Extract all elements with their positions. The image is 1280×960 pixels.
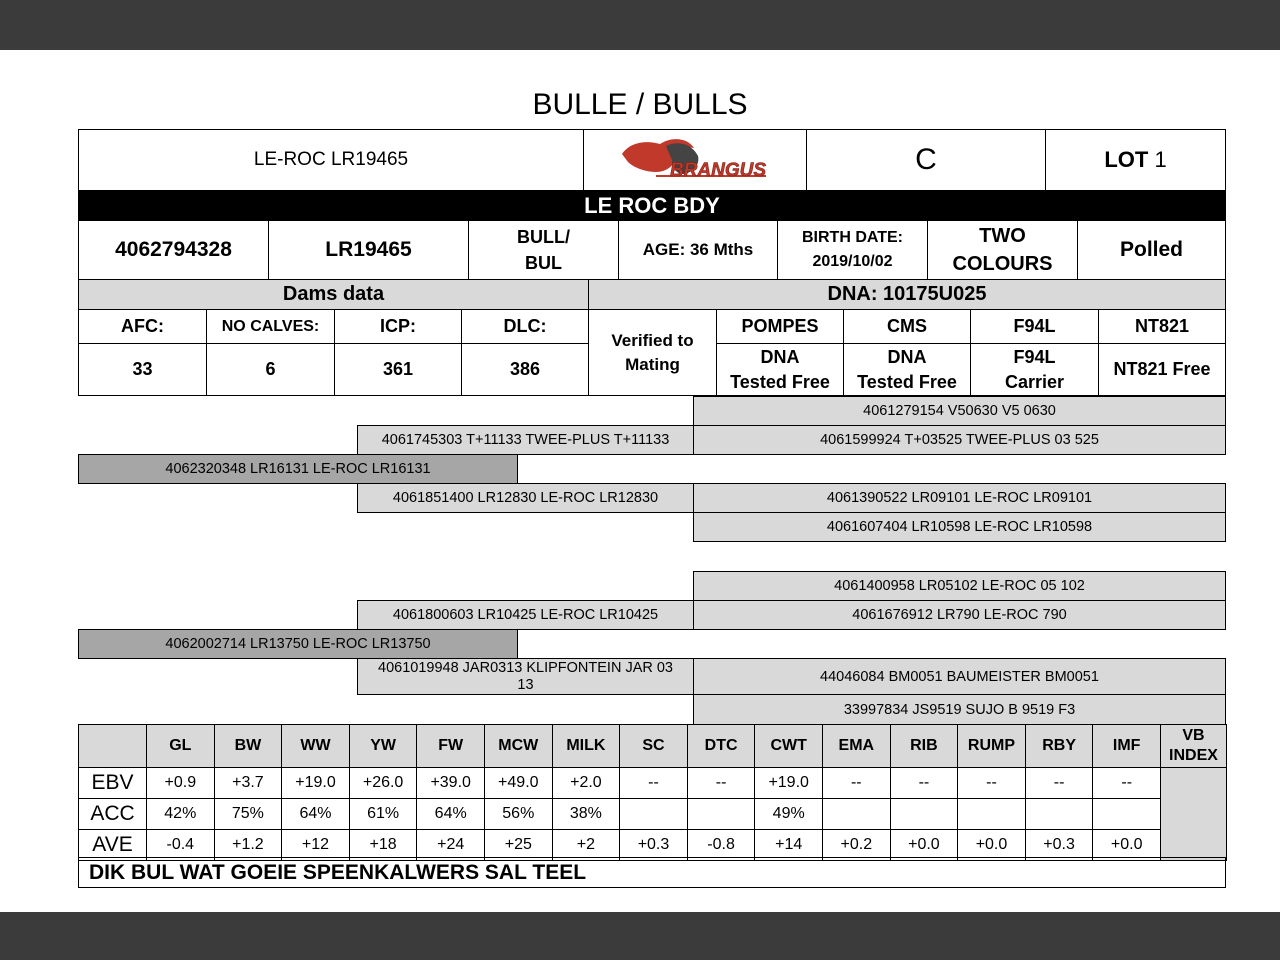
- ebv-cell: +2: [552, 829, 621, 861]
- ebv-cell: +0.9: [146, 767, 215, 799]
- pedigree-dds: 44046084 BM0051 BAUMEISTER BM0051: [693, 658, 1226, 695]
- ebv-cell: [1025, 798, 1094, 830]
- dna-result-line-1: F94L: [1013, 346, 1056, 367]
- dams-value-icp: 361: [334, 343, 462, 396]
- ebv-cell: 42%: [146, 798, 215, 830]
- pedigree-dd-line-1: 4061019948 JAR0313 KLIPFONTEIN JAR 03: [378, 659, 673, 676]
- pedigree-dd-line-2: 13: [517, 676, 534, 693]
- pedigree-sire: 4062320348 LR16131 LE-ROC LR16131: [78, 454, 518, 484]
- ebv-cell: 61%: [349, 798, 418, 830]
- ebv-index-value: [1160, 767, 1227, 861]
- pedigree-dsd: 4061676912 LR790 LE-ROC 790: [693, 600, 1226, 630]
- ebv-column-header: MCW: [484, 724, 553, 768]
- ebv-cell: --: [1092, 767, 1161, 799]
- ebv-cell: 64%: [416, 798, 485, 830]
- ebv-cell: +14: [754, 829, 823, 861]
- ebv-cell: +0.0: [1092, 829, 1161, 861]
- ebv-column-header: DTC: [687, 724, 756, 768]
- ebv-cell: +18: [349, 829, 418, 861]
- ebv-column-header: BW: [214, 724, 283, 768]
- ebv-cell: +24: [416, 829, 485, 861]
- verified-line-1: Verified to: [611, 330, 694, 350]
- ebv-column-header: RIB: [890, 724, 959, 768]
- dna-title: DNA: 10175U025: [588, 279, 1226, 310]
- lot-cell: [1045, 129, 1226, 191]
- dna-result-cms: [843, 343, 971, 396]
- ebv-cell: 38%: [552, 798, 621, 830]
- ebv-cell: +26.0: [349, 767, 418, 799]
- dna-result-line-1: DNA: [887, 346, 927, 367]
- pedigree-sss: 4061279154 V50630 V5 0630: [693, 396, 1226, 426]
- ebv-cell: --: [957, 767, 1026, 799]
- ebv-column-header: MILK: [552, 724, 621, 768]
- ebv-cell: [687, 798, 756, 830]
- colour-line-2: COLOURS: [952, 253, 1053, 275]
- animal-id: 4062794328: [78, 220, 269, 280]
- dna-result-nt821: NT821 Free: [1098, 343, 1226, 396]
- dams-value-dlc: 386: [461, 343, 589, 396]
- ebv-row-label: EBV: [78, 767, 147, 799]
- ebv-cell: +12: [281, 829, 350, 861]
- animal-age: AGE: 36 Mths: [618, 220, 778, 280]
- pedigree-dd: [357, 658, 694, 695]
- birth-date-label: BIRTH DATE:: [801, 229, 904, 246]
- logo-wordmark: BRANGUS: [669, 160, 766, 181]
- ebv-row-label: ACC: [78, 798, 147, 830]
- ebv-cell: [890, 798, 959, 830]
- horn-status: Polled: [1077, 220, 1226, 280]
- ebv-column-header: RUMP: [957, 724, 1026, 768]
- ebv-header-corner: [78, 724, 147, 768]
- dna-result-f94l: [970, 343, 1099, 396]
- comment: DIK BUL WAT GOEIE SPEENKALWERS SAL TEEL: [78, 857, 1226, 888]
- colour-line-1: TWO: [979, 225, 1026, 247]
- ebv-cell: +19.0: [281, 767, 350, 799]
- animal-banner: LE ROC BDY: [78, 190, 1226, 221]
- pedigree-ddd: 33997834 JS9519 SUJO B 9519 F3: [693, 694, 1226, 725]
- ebv-column-header: FW: [416, 724, 485, 768]
- dna-test-name-cms: CMS: [843, 309, 971, 344]
- ebv-cell: +0.3: [1025, 829, 1094, 861]
- dna-test-name-nt821: NT821: [1098, 309, 1226, 344]
- birth-date-value: 2019/10/02: [812, 253, 893, 270]
- ebv-cell: --: [890, 767, 959, 799]
- ebv-column-header: WW: [281, 724, 350, 768]
- index-line-2: INDEX: [1169, 747, 1218, 764]
- dna-test-name-f94l: F94L: [970, 309, 1099, 344]
- dams-header-calves: NO CALVES:: [206, 309, 335, 344]
- dams-header-dlc: DLC:: [461, 309, 589, 344]
- ebv-cell: 49%: [754, 798, 823, 830]
- index-line-1: VB: [1182, 727, 1205, 744]
- lot-label: LOT: [1104, 147, 1149, 172]
- ebv-cell: 75%: [214, 798, 283, 830]
- page-title: BULLE / BULLS: [532, 88, 748, 121]
- ebv-cell: --: [619, 767, 688, 799]
- pedigree-sd: 4061851400 LR12830 LE-ROC LR12830: [357, 483, 694, 513]
- ebv-cell: [957, 798, 1026, 830]
- ebv-cell: +49.0: [484, 767, 553, 799]
- dna-result-line-1: DNA: [760, 346, 800, 367]
- dams-title: Dams data: [78, 279, 589, 310]
- ebv-cell: +1.2: [214, 829, 283, 861]
- dams-value-calves: 6: [206, 343, 335, 396]
- dams-header-afc: AFC:: [78, 309, 207, 344]
- pedigree-sdd: 4061607404 LR10598 LE-ROC LR10598: [693, 512, 1226, 542]
- ebv-cell: +0.0: [890, 829, 959, 861]
- dna-result-line-2: Tested Free: [730, 371, 830, 392]
- ebv-column-header: EMA: [822, 724, 891, 768]
- brangus-logo-icon: [616, 132, 768, 186]
- bottom-bar: [0, 912, 1280, 960]
- animal-reg: LR19465: [268, 220, 469, 280]
- dna-verified: [588, 309, 717, 396]
- ebv-cell: 56%: [484, 798, 553, 830]
- ebv-column-header: CWT: [754, 724, 823, 768]
- dna-result-pompes: [716, 343, 844, 396]
- pedigree-dam: 4062002714 LR13750 LE-ROC LR13750: [78, 629, 518, 659]
- animal-name: LE-ROC LR19465: [78, 129, 584, 191]
- verified-line-2: Mating: [625, 354, 680, 374]
- ebv-cell: 64%: [281, 798, 350, 830]
- ebv-column-header: YW: [349, 724, 418, 768]
- ebv-row-label: AVE: [78, 829, 147, 861]
- grade: C: [806, 129, 1046, 191]
- ebv-cell: --: [822, 767, 891, 799]
- pedigree-dss: 4061400958 LR05102 LE-ROC 05 102: [693, 571, 1226, 601]
- sex-line-2: BUL: [525, 253, 562, 273]
- pedigree-ss: 4061745303 T+11133 TWEE-PLUS T+11133: [357, 425, 694, 455]
- ebv-cell: [1092, 798, 1161, 830]
- ebv-cell: --: [687, 767, 756, 799]
- ebv-column-header: IMF: [1092, 724, 1161, 768]
- ebv-cell: +0.3: [619, 829, 688, 861]
- top-bar: [0, 0, 1280, 50]
- dna-test-name-pompes: POMPES: [716, 309, 844, 344]
- ebv-cell: +19.0: [754, 767, 823, 799]
- ebv-cell: +39.0: [416, 767, 485, 799]
- ebv-column-header: SC: [619, 724, 688, 768]
- animal-colour: [927, 220, 1078, 280]
- ebv-cell: +2.0: [552, 767, 621, 799]
- ebv-cell: +0.2: [822, 829, 891, 861]
- ebv-cell: --: [1025, 767, 1094, 799]
- ebv-cell: +0.0: [957, 829, 1026, 861]
- ebv-cell: [619, 798, 688, 830]
- ebv-index-header: [1160, 724, 1227, 768]
- pedigree-sds: 4061390522 LR09101 LE-ROC LR09101: [693, 483, 1226, 513]
- lot-number: 1: [1154, 147, 1167, 172]
- ebv-cell: -0.8: [687, 829, 756, 861]
- dams-value-afc: 33: [78, 343, 207, 396]
- ebv-cell: -0.4: [146, 829, 215, 861]
- pedigree-ssd: 4061599924 T+03525 TWEE-PLUS 03 525: [693, 425, 1226, 455]
- birth-date-cell: [777, 220, 928, 280]
- dna-result-line-2: Carrier: [1004, 371, 1065, 392]
- dams-header-icp: ICP:: [334, 309, 462, 344]
- dna-result-line-2: Tested Free: [857, 371, 957, 392]
- ebv-cell: [822, 798, 891, 830]
- ebv-column-header: RBY: [1025, 724, 1094, 768]
- sex-line-1: BULL/: [517, 227, 570, 247]
- ebv-cell: +25: [484, 829, 553, 861]
- ebv-cell: +3.7: [214, 767, 283, 799]
- ebv-column-header: GL: [146, 724, 215, 768]
- pedigree-ds: 4061800603 LR10425 LE-ROC LR10425: [357, 600, 694, 630]
- animal-sex: [468, 220, 619, 280]
